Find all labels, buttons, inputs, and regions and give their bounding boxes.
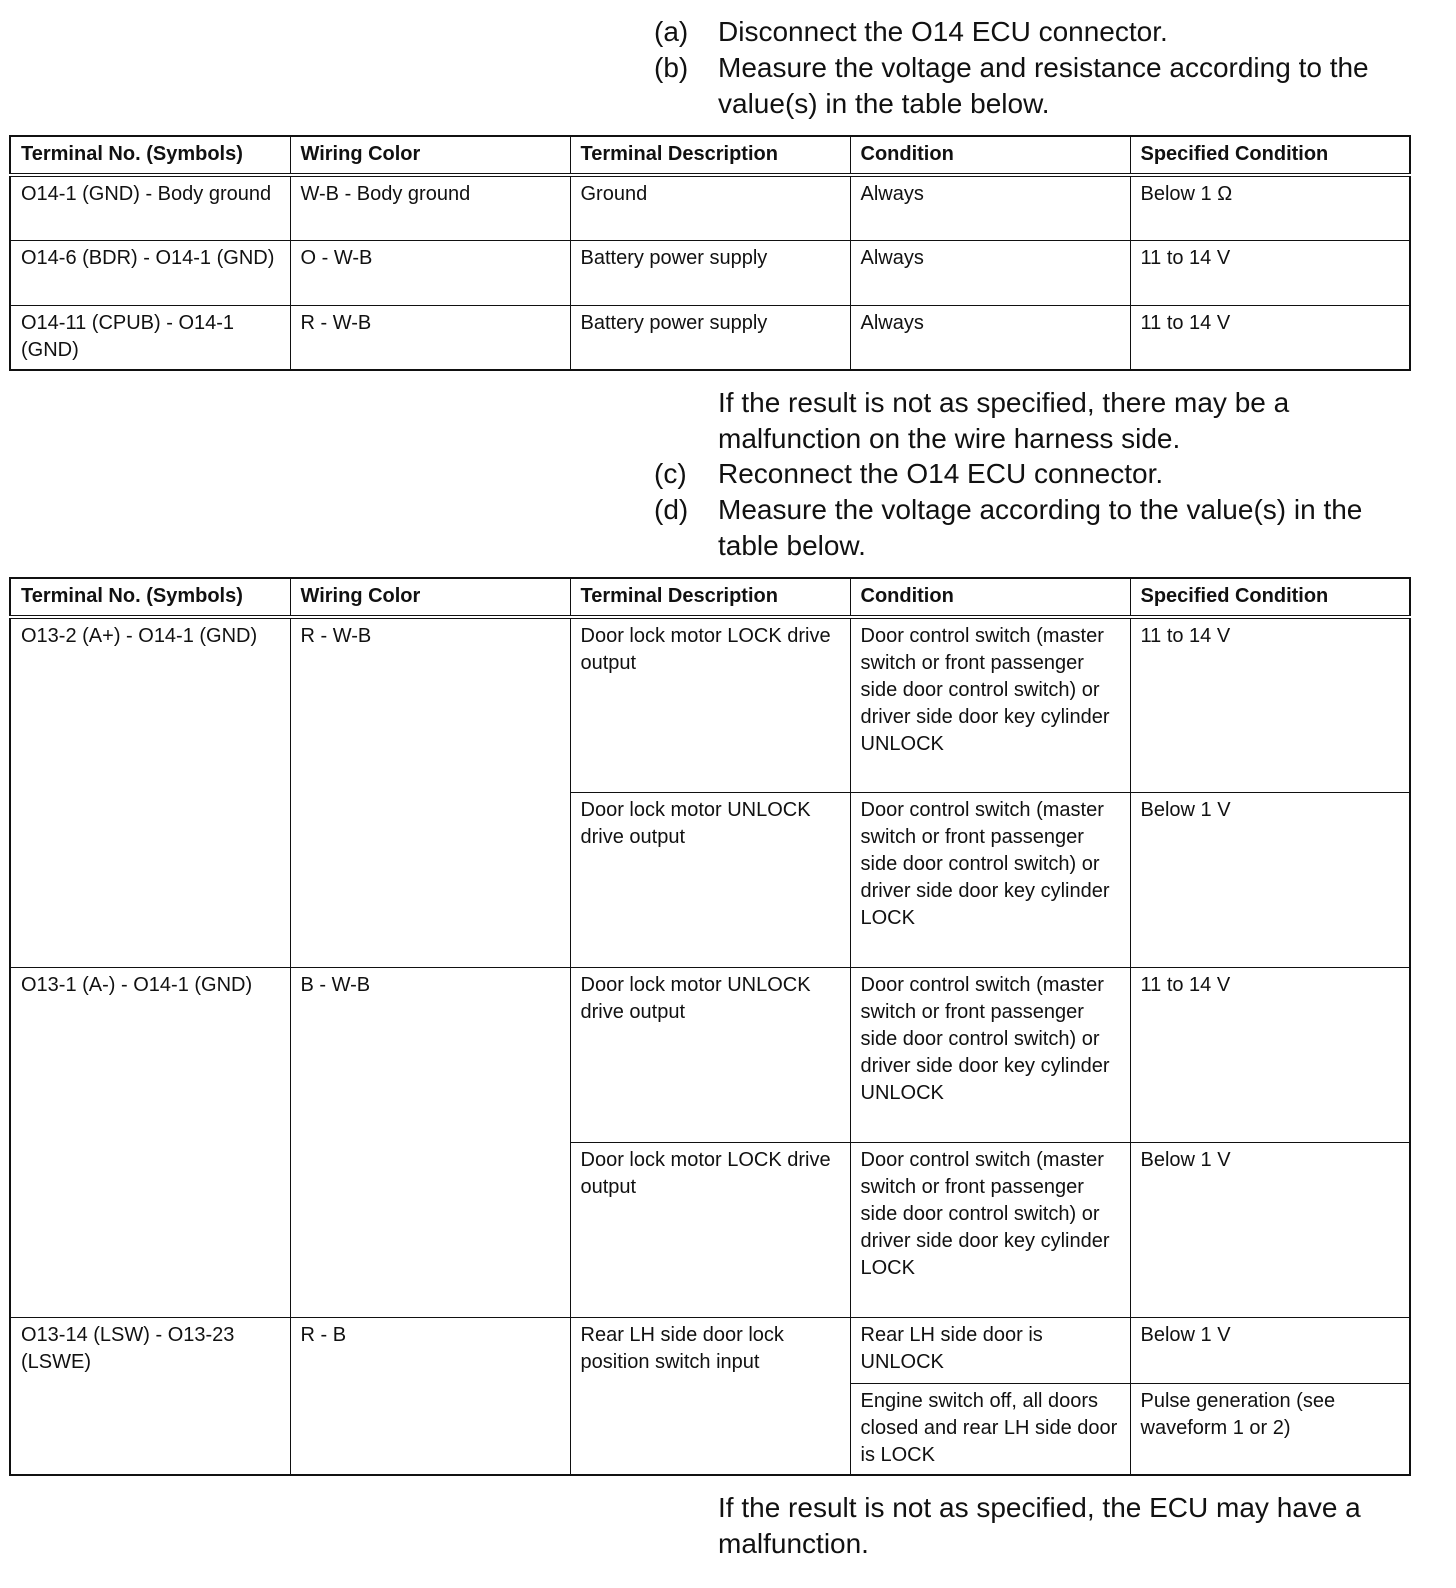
header-terminal: Terminal No. (Symbols): [10, 578, 290, 617]
cell-wiring: R - W-B: [290, 617, 570, 967]
step-text: Reconnect the O14 ECU connector.: [718, 458, 1164, 489]
cell-specified: 11 to 14 V: [1130, 305, 1410, 370]
cell-wiring: O - W-B: [290, 240, 570, 305]
spec-table-1: [9, 135, 1411, 371]
cell-specified: 11 to 14 V: [1130, 240, 1410, 305]
table-row: [10, 175, 1410, 240]
cell-condition: Engine switch off, all doors closed and rear LH side door is LOCK: [850, 1383, 1130, 1475]
step-label: (b): [654, 52, 689, 83]
cell-condition: Always: [850, 175, 1130, 240]
step-label: (d): [654, 494, 689, 525]
cell-description: Rear LH side door lock position switch input: [570, 1317, 850, 1475]
cell-description: Battery power supply: [570, 305, 850, 370]
table-row: [10, 967, 1410, 1142]
cell-description: Door lock motor LOCK drive output: [570, 1142, 850, 1317]
header-condition: Condition: [850, 578, 1130, 617]
cell-wiring: B - W-B: [290, 967, 570, 1317]
step-text: Measure the voltage and resistance according to the value(s) in the table below.: [718, 52, 1369, 119]
header-condition: Condition: [850, 136, 1130, 175]
cell-description: Door lock motor UNLOCK drive output: [570, 792, 850, 967]
header-terminal-description: Terminal Description: [570, 136, 850, 175]
cell-description: Battery power supply: [570, 240, 850, 305]
step-text: Measure the voltage according to the value(s) in the table below.: [718, 494, 1363, 561]
cell-terminal: O13-1 (A-) - O14-1 (GND): [10, 967, 290, 1317]
step-label: (a): [654, 16, 689, 47]
cell-condition: Rear LH side door is UNLOCK: [850, 1317, 1130, 1383]
table-row: [10, 240, 1410, 305]
cell-terminal: O13-2 (A+) - O14-1 (GND): [10, 617, 290, 967]
cell-specified: 11 to 14 V: [1130, 967, 1410, 1142]
cell-wiring: R - B: [290, 1317, 570, 1475]
cell-condition: Door control switch (master switch or front passenger side door control switch) or driver side door key cylinder UNLOCK: [850, 967, 1130, 1142]
header-specified-condition: Specified Condition: [1130, 578, 1410, 617]
table-row: [10, 1317, 1410, 1383]
header-wiring-color: Wiring Color: [290, 136, 570, 175]
cell-specified: Below 1 V: [1130, 792, 1410, 967]
cell-description: Door lock motor LOCK drive output: [570, 617, 850, 792]
cell-terminal: O13-14 (LSW) - O13-23 (LSWE): [10, 1317, 290, 1475]
cell-wiring: W-B - Body ground: [290, 175, 570, 240]
step-label: (c): [654, 458, 687, 489]
result-note-2: If the result is not as specified, the ECU may have a malfunction.: [718, 1492, 1361, 1559]
cell-terminal: O14-1 (GND) - Body ground: [10, 175, 290, 240]
cell-terminal: O14-6 (BDR) - O14-1 (GND): [10, 240, 290, 305]
cell-condition: Always: [850, 305, 1130, 370]
table-row: [10, 305, 1410, 370]
cell-condition: Always: [850, 240, 1130, 305]
cell-condition: Door control switch (master switch or front passenger side door control switch) or driver side door key cylinder LOCK: [850, 792, 1130, 967]
cell-specified: Below 1 Ω: [1130, 175, 1410, 240]
table-row: [10, 617, 1410, 792]
step-d: [654, 492, 1414, 564]
header-terminal: Terminal No. (Symbols): [10, 136, 290, 175]
cell-specified: Below 1 V: [1130, 1317, 1410, 1383]
result-note-1: If the result is not as specified, there may be a malfunction on the wire harness side.: [718, 387, 1290, 454]
cell-description: Ground: [570, 175, 850, 240]
cell-specified: 11 to 14 V: [1130, 617, 1410, 792]
cell-terminal: O14-11 (CPUB) - O14-1 (GND): [10, 305, 290, 370]
table-header-row: [10, 136, 1410, 175]
step-a: [654, 14, 1414, 50]
cell-specified: Pulse generation (see waveform 1 or 2): [1130, 1383, 1410, 1475]
cell-condition: Door control switch (master switch or front passenger side door control switch) or driver side door key cylinder LOCK: [850, 1142, 1130, 1317]
cell-specified: Below 1 V: [1130, 1142, 1410, 1317]
cell-description: Door lock motor UNLOCK drive output: [570, 967, 850, 1142]
header-terminal-description: Terminal Description: [570, 578, 850, 617]
spec-table-2: [9, 577, 1411, 1476]
step-text: Disconnect the O14 ECU connector.: [718, 16, 1168, 47]
cell-wiring: R - W-B: [290, 305, 570, 370]
header-wiring-color: Wiring Color: [290, 578, 570, 617]
step-b: [654, 50, 1414, 122]
cell-condition: Door control switch (master switch or front passenger side door control switch) or driver side door key cylinder UNLOCK: [850, 617, 1130, 792]
header-specified-condition: Specified Condition: [1130, 136, 1410, 175]
step-c: [654, 456, 1414, 492]
table-header-row: [10, 578, 1410, 617]
